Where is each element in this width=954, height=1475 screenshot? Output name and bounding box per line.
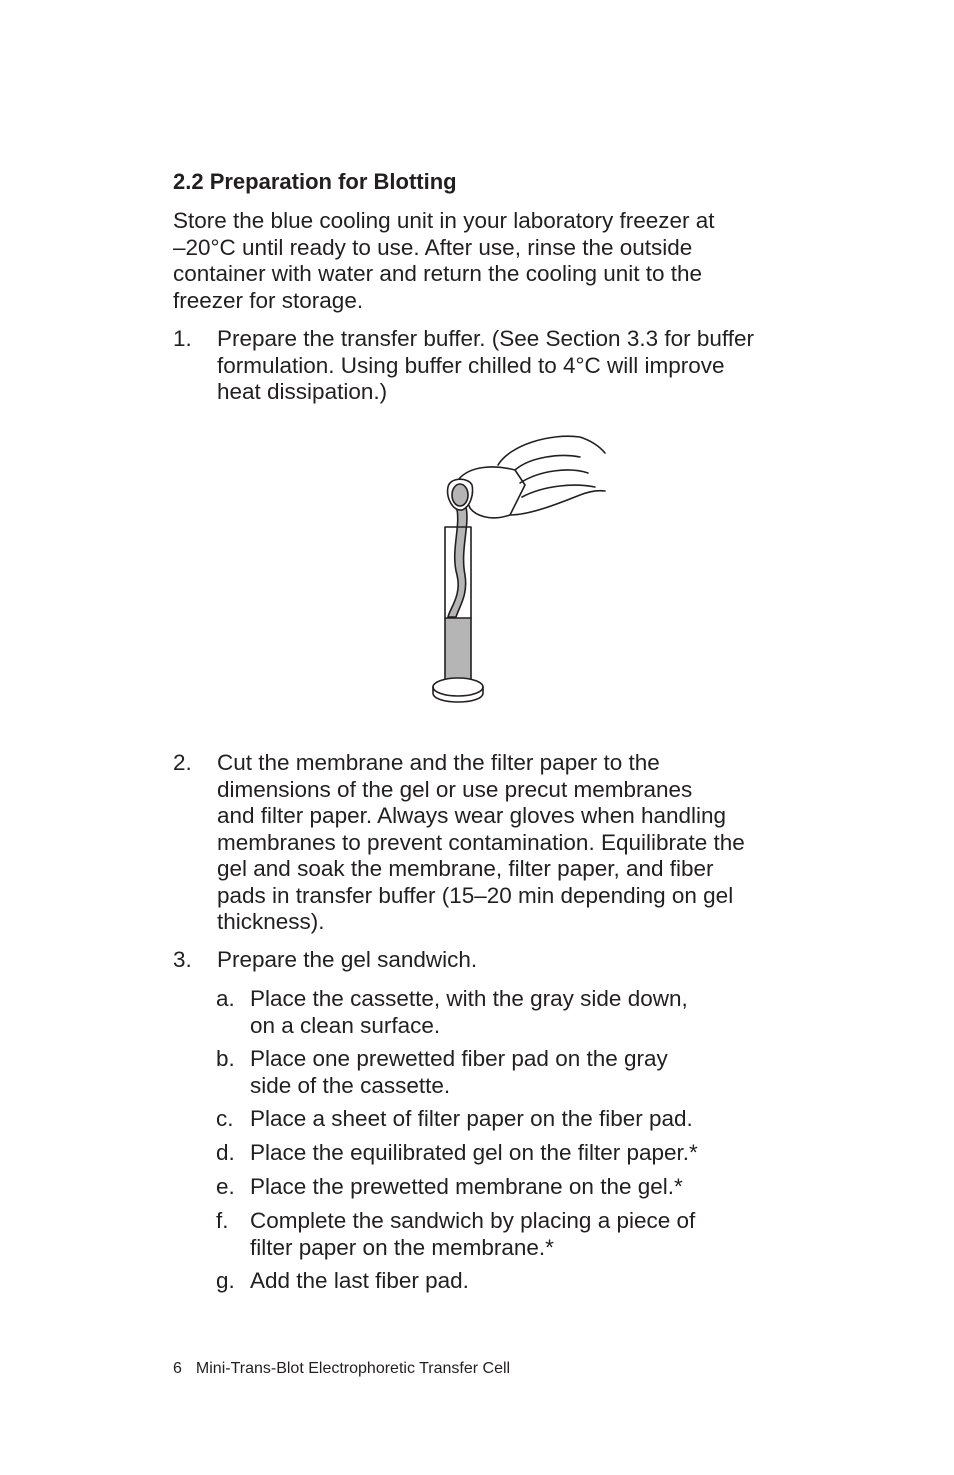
- step-line: Prepare the gel sandwich.: [217, 947, 478, 972]
- step-text: [217, 326, 754, 406]
- substep-d: [216, 1140, 698, 1167]
- intro-line: –20°C until ready to use. After use, rinse the outside: [173, 234, 693, 260]
- substep-letter: e.: [216, 1174, 235, 1199]
- substep-g: [216, 1268, 469, 1295]
- step-line: dimensions of the gel or use precut membranes: [217, 776, 693, 802]
- step-line: Cut the membrane and the filter paper to the: [217, 750, 660, 775]
- substep-line: Place the prewetted membrane on the gel.*: [250, 1174, 683, 1199]
- substep-letter: d.: [216, 1140, 235, 1165]
- substep-c: [216, 1106, 693, 1133]
- step-line: formulation. Using buffer chilled to 4°C will improve: [217, 352, 725, 378]
- substep-line: Add the last fiber pad.: [250, 1268, 469, 1293]
- substep-line: Complete the sandwich by placing a piece of: [250, 1208, 696, 1233]
- substep-letter: g.: [216, 1268, 235, 1293]
- step-line: heat dissipation.): [217, 379, 388, 404]
- step-number: 2.: [173, 750, 192, 775]
- substep-line: on a clean surface.: [250, 1012, 441, 1038]
- intro-line: Store the blue cooling unit in your laboratory freezer at: [173, 208, 715, 233]
- step-3: [173, 947, 477, 974]
- step-line: and filter paper. Always wear gloves when handling: [217, 803, 727, 828]
- step-line: membranes to prevent contamination. Equilibrate the: [217, 829, 745, 855]
- substep-line: Place the equilibrated gel on the filter paper.*: [250, 1140, 698, 1165]
- substep-letter: a.: [216, 986, 235, 1011]
- step-line: Prepare the transfer buffer. (See Section 3.3 for buffer: [217, 326, 754, 351]
- pouring-buffer-into-cylinder-illustration-icon: [420, 425, 620, 705]
- intro-line: container with water and return the cooling unit to the: [173, 261, 703, 286]
- step-line: thickness).: [217, 909, 325, 934]
- substep-line: Place a sheet of filter paper on the fiber pad.: [250, 1106, 693, 1131]
- substep-f: [216, 1208, 695, 1261]
- substep-a: [216, 986, 688, 1039]
- intro-paragraph: [173, 208, 773, 314]
- substep-line: Place the cassette, with the gray side down,: [250, 986, 688, 1011]
- intro-line: freezer for storage.: [173, 287, 364, 313]
- page-footer: [173, 1358, 510, 1380]
- step-text: [217, 947, 477, 974]
- step-1: [173, 326, 754, 406]
- step-text: [217, 750, 745, 936]
- substep-e: [216, 1174, 683, 1201]
- step-number: 1.: [173, 326, 192, 351]
- substep-letter: c.: [216, 1106, 234, 1131]
- substep-letter: b.: [216, 1046, 235, 1071]
- step-line: pads in transfer buffer (15–20 min depending on gel: [217, 882, 734, 908]
- substep-line: filter paper on the membrane.*: [250, 1234, 554, 1260]
- page-number: 6: [173, 1360, 182, 1377]
- substep-line: side of the cassette.: [250, 1072, 451, 1098]
- section-heading: 2.2 Preparation for Blotting: [173, 169, 457, 194]
- substep-b: [216, 1046, 668, 1099]
- step-2: [173, 750, 745, 936]
- step-line: gel and soak the membrane, filter paper, and fiber: [217, 856, 714, 881]
- substep-line: Place one prewetted fiber pad on the gray: [250, 1046, 668, 1071]
- step-number: 3.: [173, 947, 192, 972]
- footer-title: Mini-Trans-Blot Electrophoretic Transfer Cell: [195, 1360, 511, 1377]
- substep-letter: f.: [216, 1208, 229, 1233]
